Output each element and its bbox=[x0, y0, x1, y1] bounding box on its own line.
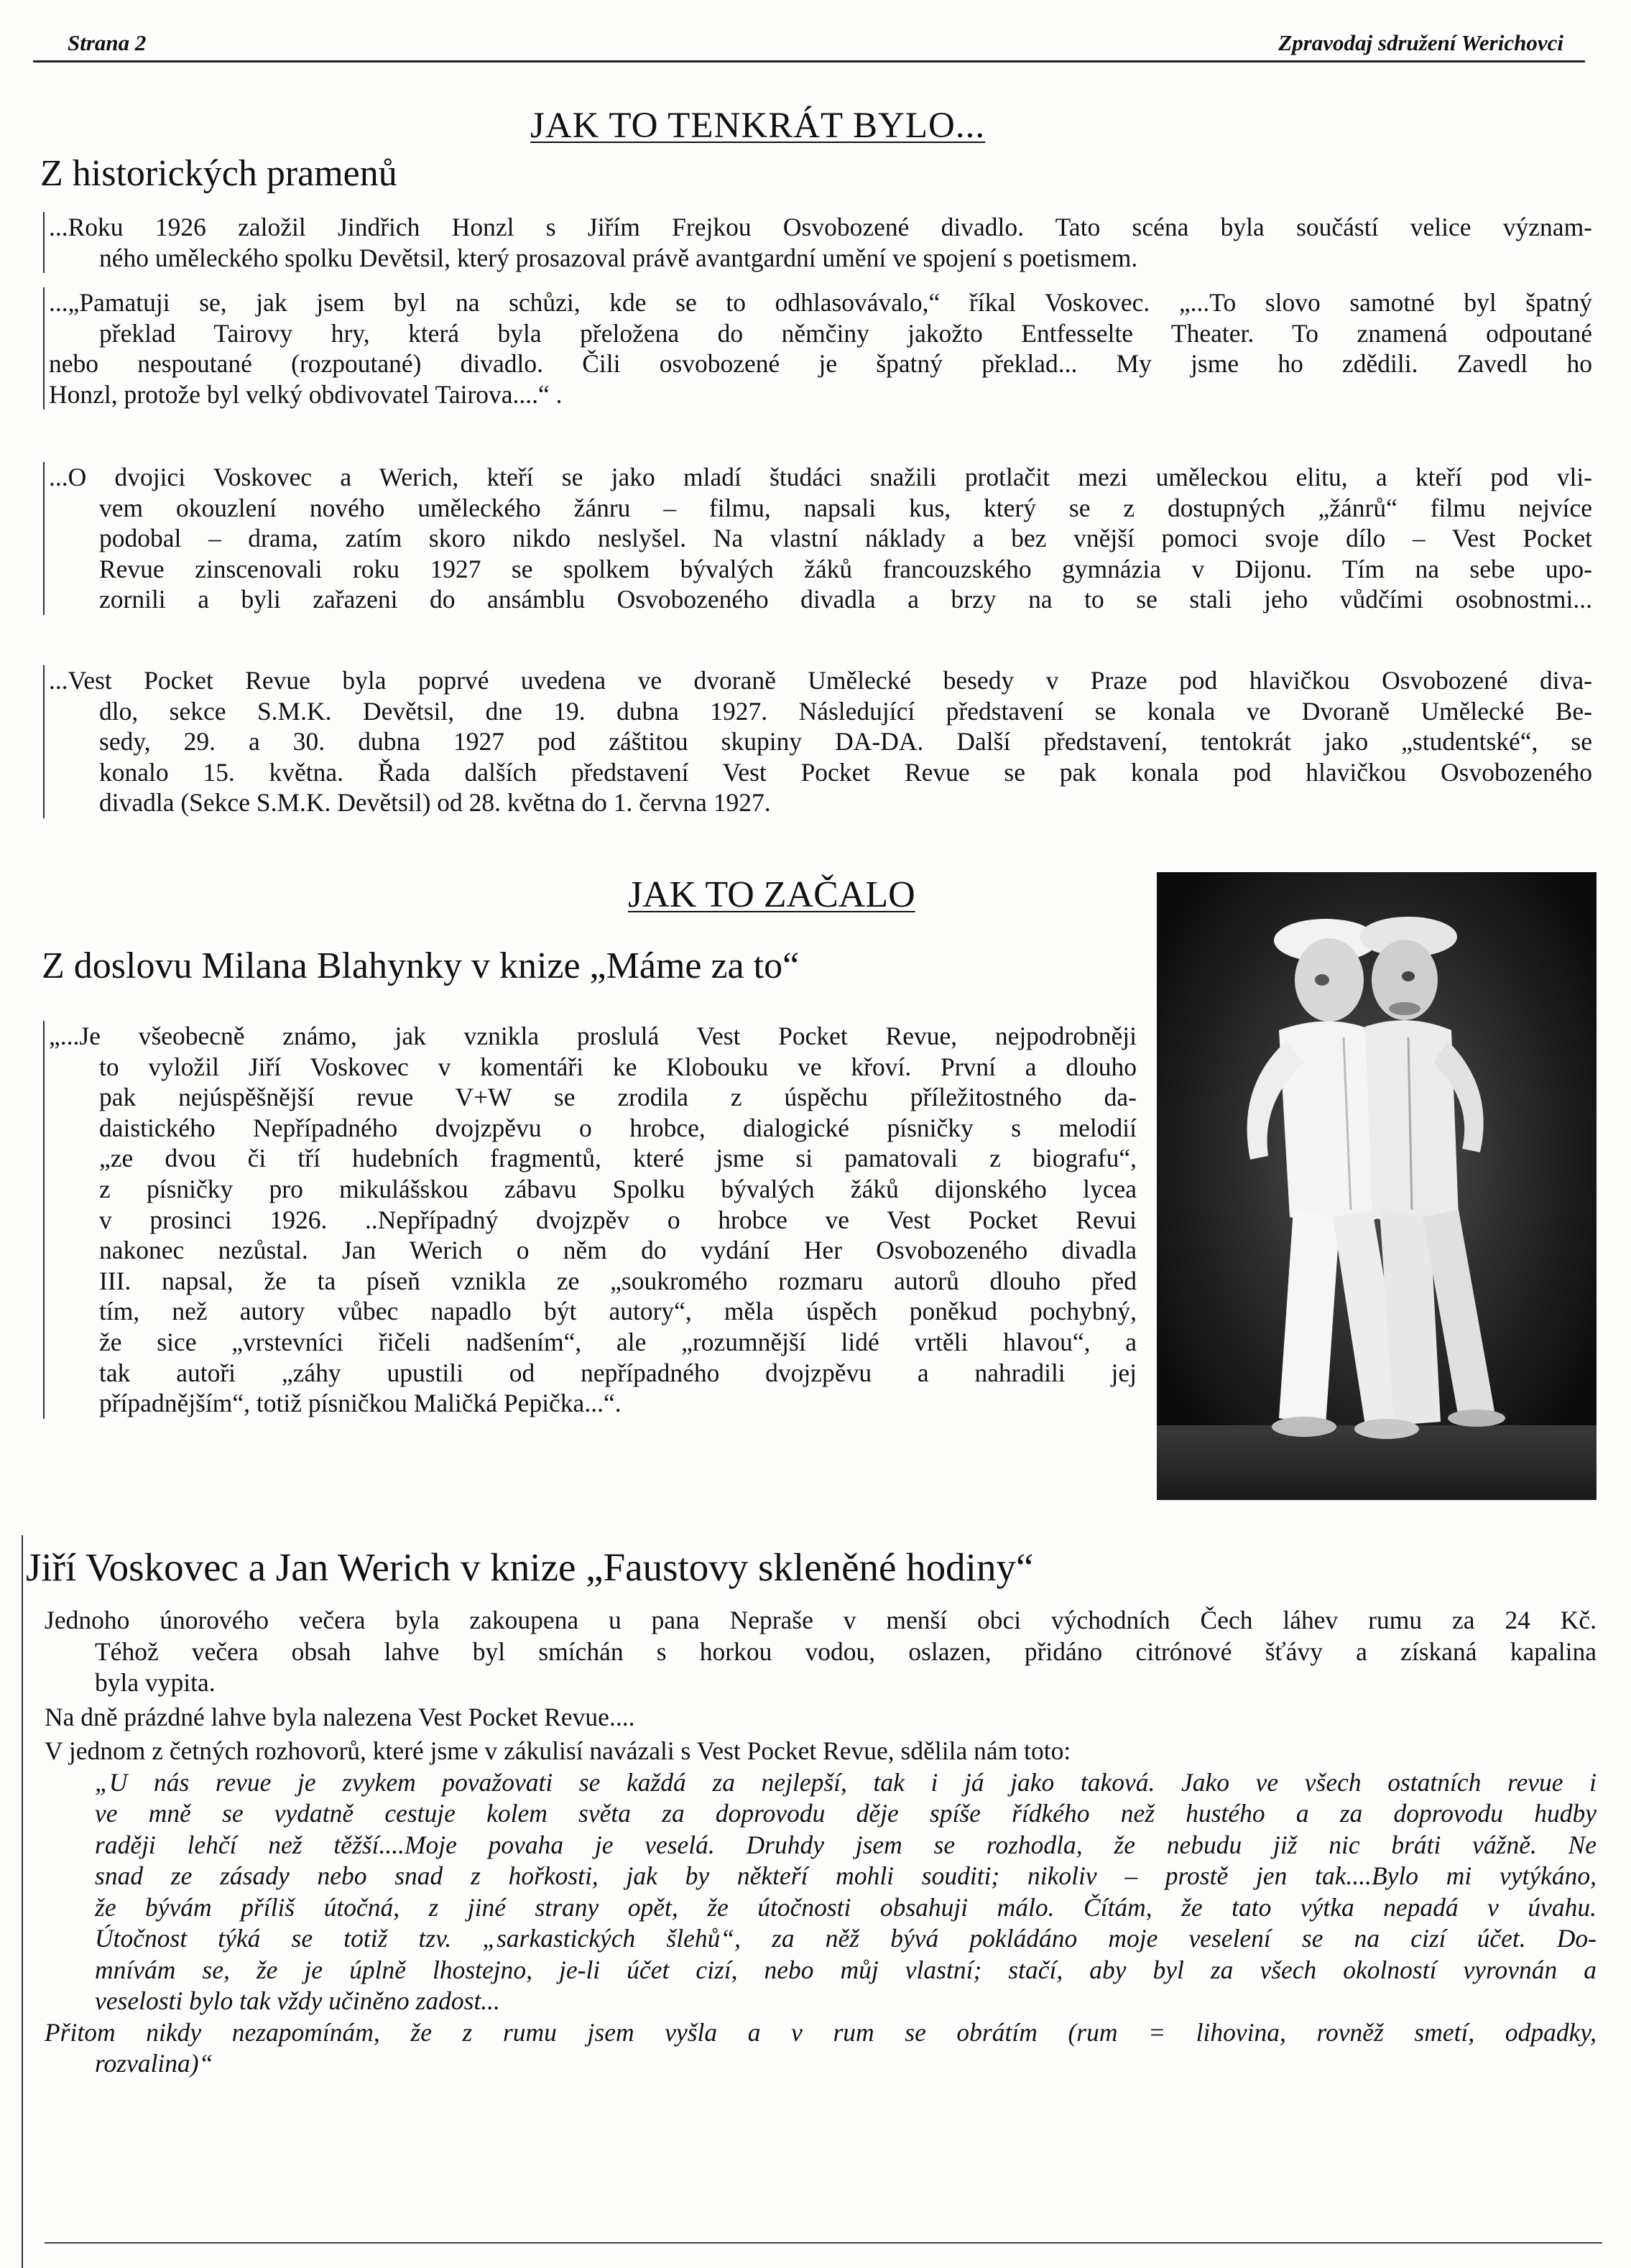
text-line: překlad Tairovy hry, která byla přeložena do němčiny jakožto Entfesselte Theater. To znamená odpoutané bbox=[99, 318, 1592, 348]
quote-line: snad ze zásady nebo snad z hořkosti, jak by někteří mohli souditi; nikoliv – prostě jen tak....Bylo mi vytýkáno, bbox=[95, 1861, 1597, 1890]
page-number: Strana 2 bbox=[68, 30, 147, 55]
page-header bbox=[33, 0, 1585, 63]
text-line: to vyložil Jiří Voskovec v komentáři ke Klobouku ve křoví. První a dlouho bbox=[99, 1052, 1137, 1081]
quote-line: raději lehčí než těžší....Moje povaha je veselá. Druhdy jsem se rozhodla, že nebudu již nic bráti vážně. Ne bbox=[95, 1830, 1597, 1859]
section1-paragraph-1 bbox=[43, 212, 1592, 273]
quote-line: Přitom nikdy nezapomínám, že z rumu jsem vyšla a v rum se obrátím (rum = lihovina, rovněž smetí, odpadky, bbox=[45, 2017, 1597, 2047]
section3-body bbox=[45, 1605, 1597, 2080]
text-line: Revue zinscenovali roku 1927 se spolkem bývalých žáků francouzského gymnázia v Dijonu. Tím na sebe upo- bbox=[99, 554, 1592, 583]
text-line: Téhož večera obsah lahve byl smíchán s horkou vodou, oslazen, přidáno citrónové šťávy a získaná kapalina bbox=[95, 1637, 1597, 1666]
text-line: zornili a byli zařazeni do ansámblu Osvobozeného divadla a brzy na to se stali jeho vůdčími osobnostmi... bbox=[99, 585, 1592, 614]
text-line: ...Roku 1926 založil Jindřich Honzl s Jiřím Frejkou Osvobozené divadlo. Tato scéna byla součástí velice význam- bbox=[49, 213, 1592, 241]
text-line: tak autoři „záhy upustili od nepřípadného dvojzpěvu a nahradili jej bbox=[99, 1358, 1137, 1387]
text-line: Na dně prázdné lahve byla nalezena Vest Pocket Revue.... bbox=[45, 1702, 635, 1731]
text-line: Honzl, protože byl velký obdivovatel Tairova....“ . bbox=[49, 379, 563, 409]
text-line: ...„Pamatuji se, jak jsem byl na schůzi, kde se to odhlasovávalo,“ říkal Voskovec. „...To slovo samotné byl špatný bbox=[49, 288, 1592, 317]
text-line: podobal – drama, zatím skoro nikdo neslyšel. Na vlastní náklady a bez vnější pomoci svoje dílo – Vest Pocket bbox=[99, 524, 1592, 553]
section1-paragraph-3 bbox=[43, 462, 1592, 615]
text-line: „...Je všeobecně známo, jak vznikla proslulá Vest Pocket Revue, nejpodrobněji bbox=[49, 1022, 1137, 1050]
text-line: nakonec nezůstal. Jan Werich o něm do vydání Her Osvobozeného divadla bbox=[99, 1236, 1137, 1265]
quote-line: veselosti bylo tak vždy učiněno zadost... bbox=[95, 1986, 500, 2015]
text-line: konalo 15. května. Řada dalších představení Vest Pocket Revue se pak konala pod hlavičkou Osvobozeného bbox=[99, 757, 1592, 787]
quote-line: mnívám se, že je úplně lhostejno, je-li účet cizí, nebo můj vlastní; stačí, aby byl za všech okolností vyrovnán a bbox=[95, 1955, 1597, 1984]
text-line: případnějším“, totiž písničkou Maličká Pepička...“. bbox=[99, 1389, 622, 1418]
text-line: daistického Nepřípadného dvojzpěvu o hrobce, dialogické písničky s melodií bbox=[99, 1113, 1137, 1142]
text-line: sedy, 29. a 30. dubna 1927 pod záštitou skupiny DA-DA. Další představení, tentokrát jako „studentské“, se bbox=[99, 727, 1592, 756]
text-line: z písničky pro mikulášskou zábavu Spolku bývalých žáků dijonského lycea bbox=[99, 1174, 1137, 1203]
dancers-photo bbox=[1157, 872, 1597, 1500]
text-line: III. napsal, že ta píseň vznikla ze „soukromého rozmaru autorů dlouho před bbox=[99, 1266, 1137, 1295]
text-line: ného uměleckého spolku Devětsil, který prosazoval právě avantgardní umění ve spojení s poetismem. bbox=[99, 243, 1138, 272]
section1-title: JAK TO TENKRÁT BYLO... bbox=[530, 106, 986, 146]
quote-line: ve mně se vydatně cestuje kolem světa za doprovodu děje spíše řídkého než hustého a za doprovodu hudby bbox=[95, 1799, 1597, 1828]
section2-paragraph bbox=[43, 1021, 1137, 1419]
text-line: tím, než autory vůbec napadlo být autory“, měla úspěch poněkud pochybný, bbox=[99, 1297, 1137, 1326]
text-line: nebo nespoutané (rozpoutané) divadlo. Čili osvobozené je špatný překlad... My jsme ho zdědili. Zavedl ho bbox=[49, 349, 1592, 379]
text-line: V jednom z četných rozhovorů, které jsme v zákulisí navázali s Vest Pocket Revue, sdělila nám toto: bbox=[45, 1736, 1071, 1765]
quote-line: Útočnost týká se totiž tzv. „sarkastických šlehů“, za něž bývá pokládáno moje veselení se na cizí účet. Do- bbox=[95, 1924, 1597, 1953]
text-line: „ze dvou či tří hudebních fragmentů, které jsme si pamatovali z biografu“, bbox=[99, 1144, 1137, 1173]
footer-rule bbox=[45, 2242, 1602, 2244]
section1-paragraph-2 bbox=[43, 287, 1592, 409]
text-line: pak nejúspěšnější revue V+W se zrodila z úspěchu příležitostného da- bbox=[99, 1083, 1137, 1112]
section1-paragraph-4 bbox=[43, 665, 1592, 818]
text-line: Jednoho únorového večera byla zakoupena u pana Nepraše v menší obci východních Čech láhev rumu za 24 Kč. bbox=[45, 1606, 1597, 1634]
text-line: ...O dvojici Voskovec a Werich, kteří se jako mladí študáci snažili protlačit mezi uměleckou elitu, a kteří pod vli- bbox=[49, 463, 1592, 491]
text-line: ...Vest Pocket Revue byla poprvé uvedena ve dvoraně Umělecké besedy v Praze pod hlavičkou Osvobozené diva- bbox=[49, 666, 1592, 695]
newsletter-title: Zpravodaj sdružení Werichovci bbox=[1278, 30, 1563, 55]
text-line: že sice „vrstevníci řičeli nadšením“, ale „rozumnější lidé vrtěli hlavou“, a bbox=[99, 1327, 1137, 1356]
text-line: divadla (Sekce S.M.K. Devětsil) od 28. května do 1. června 1927. bbox=[99, 788, 771, 818]
section2-title: JAK TO ZAČALO bbox=[628, 874, 915, 915]
section3-title: Jiří Voskovec a Jan Werich v knize „Faustovy skleněné hodiny“ bbox=[26, 1545, 1034, 1589]
text-line: dlo, sekce S.M.K. Devětsil, dne 19. dubna 1927. Následující představení se konala ve Dvoraně Umělecké Be- bbox=[99, 696, 1592, 726]
quote-line: rozvalina)“ bbox=[95, 2049, 213, 2078]
text-line: byla vypita. bbox=[95, 1668, 216, 1697]
text-line: v prosinci 1926. ..Nepřípadný dvojzpěv o hrobce ve Vest Pocket Revui bbox=[99, 1205, 1137, 1234]
section2-subtitle: Z doslovu Milana Blahynky v knize „Máme za to“ bbox=[42, 945, 800, 986]
text-line: vem okouzlení nového uměleckého žánru – filmu, napsali kus, který se z dostupných „žánrů“ filmu nejvíce bbox=[99, 493, 1592, 522]
section1-subtitle: Z historických pramenů bbox=[40, 153, 397, 194]
quote-line: „U nás revue je zvykem považovati se každá za nejlepší, tak i já jako taková. Jako ve všech ostatních revue i bbox=[95, 1767, 1597, 1797]
quote-line: že bývám příliš útočná, z jiné strany opět, že útočnosti obsahuji málo. Čítám, že tato výtka nepadá v úvahu. bbox=[95, 1892, 1597, 1922]
